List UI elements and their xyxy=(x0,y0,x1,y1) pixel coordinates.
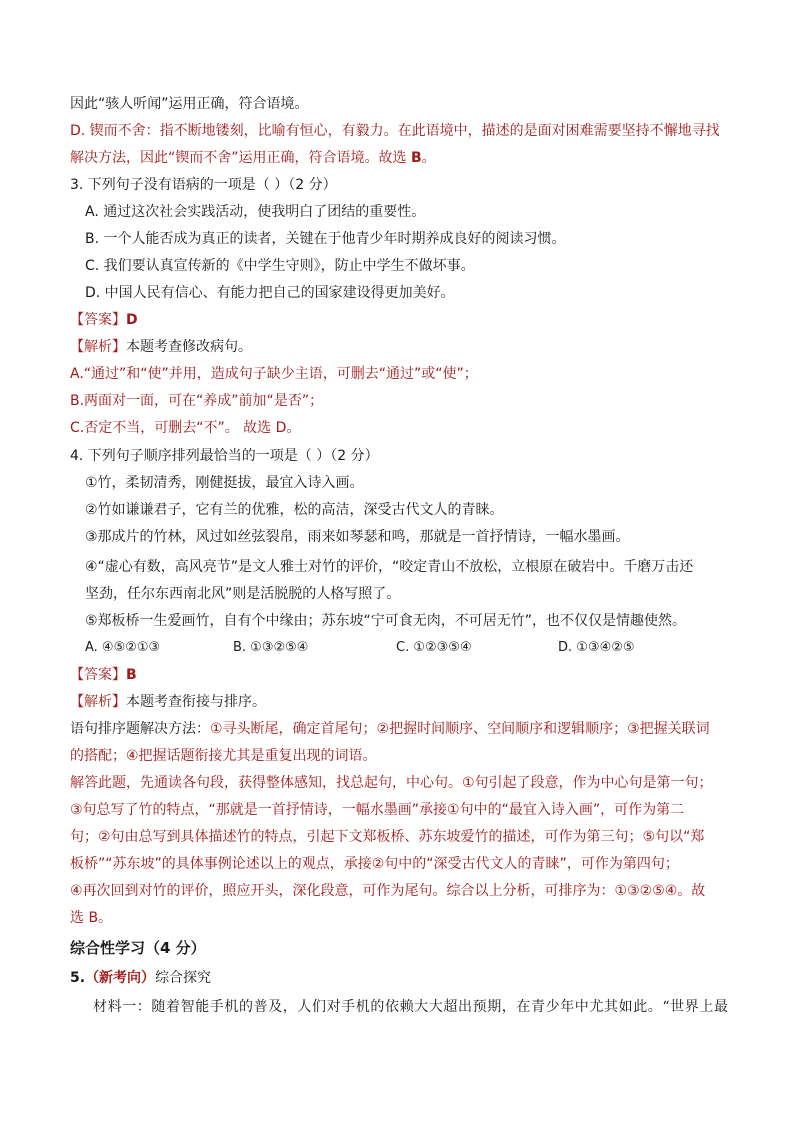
question-3-option-d: D. 中国人民有信心、有能力把自己的国家建设得更加美好。 xyxy=(85,285,455,301)
text-line: D. 锲而不舍：指不断地镂刻，比喻有恒心，有毅力。在此语境中，描述的是面对困难需要坚持不懈地寻找 xyxy=(70,123,720,139)
text-line: 的搭配；④把握话题衔接尤其是重复出现的词语。 xyxy=(70,748,377,764)
question-3-option-a: A. 通过这次社会实践活动，使我明白了团结的重要性。 xyxy=(85,204,426,220)
text-line: 语句排序题解决方法：①寻头断尾，确定首尾句；②把握时间顺序、空间顺序和逻辑顺序；③把握关联词 xyxy=(70,721,710,737)
question-3-answer: 【答案】D xyxy=(70,312,138,328)
question-4-option-d: D. ①③④②⑤ xyxy=(558,640,635,655)
text-line: 坚劲，任尔东西南北风”则是活脱脱的人格写照了。 xyxy=(85,586,401,602)
text-line: 句；②句由总写到具体描述竹的特点，引起下文郑板桥、苏东坡爱竹的描述，可作为第三句；⑤句以“郑 xyxy=(70,829,705,845)
question-3-option-b: B. 一个人能否成为真正的读者，关键在于他青少年时期养成良好的阅读习惯。 xyxy=(85,231,566,247)
question-4-answer: 【答案】B xyxy=(70,667,137,683)
question-4-option-c: C. ①②③⑤④ xyxy=(396,640,472,655)
material-1-text: 材料一：随着智能手机的普及，人们对手机的依赖大大超出预期，在青少年中尤其如此。“世界上最 xyxy=(93,999,729,1015)
text-line: 解答此题，先通读各句段，获得整体感知，找总起句，中心句。①句引起了段意，作为中心句是第一句； xyxy=(70,775,713,791)
question-4-sentence-5: ⑤郑板桥一生爱画竹，自有个中缘由；苏东坡“宁可食无肉，不可居无竹”，也不仅仅是情趣使然。 xyxy=(85,613,687,629)
text-line: 板桥”“苏东坡”的具体事例论述以上的观点，承接②句中的“深受古代文人的青睐”，可作为第四句； xyxy=(70,856,679,872)
question-4-sentence-1: ①竹，柔韧清秀，刚健挺拔，最宜入诗入画。 xyxy=(85,475,364,491)
question-4-stem: 4. 下列句子顺序排列最恰当的一项是（ ）（2 分） xyxy=(70,448,379,464)
new-trend-tag: （新考向） xyxy=(85,970,156,986)
text-line: ④再次回到对竹的评价，照应开头，深化段意，可作为尾句。综合以上分析，可排序为：①③②⑤④。故 xyxy=(70,883,706,899)
text-line: C.否定不当，可删去“不”。 故选 D。 xyxy=(70,420,301,436)
question-3-stem: 3. 下列句子没有语病的一项是（ ）（2 分） xyxy=(70,177,337,193)
text-line: 选 B。 xyxy=(70,910,113,926)
section-heading: 综合性学习（4 分） xyxy=(70,939,206,957)
text-line: ③句总写了竹的特点，“那就是一首抒情诗，一幅水墨画”承接①句中的“最宜入诗入画”，可作为第二 xyxy=(70,802,685,818)
question-4-sentence-2: ②竹如谦谦君子，它有兰的优雅，松的高洁，深受古代文人的青睐。 xyxy=(85,502,504,518)
question-4-explanation-label: 【解析】本题考查衔接与排序。 xyxy=(70,694,266,710)
text-line: B.两面对一面，可在“养成”前加“是否”； xyxy=(70,393,324,409)
text-line: A.“通过”和“使”并用，造成句子缺少主语，可删去“通过”或“使”； xyxy=(70,366,478,382)
question-5-stem: 5.（新考向）综合探究 xyxy=(70,970,212,986)
question-4-sentence-4: ④“虚心有数，高风亮节”是文人雅士对竹的评价，“咬定青山不放松，立根原在破岩中。千磨万击还 xyxy=(85,559,694,575)
question-3-explanation-label: 【解析】本题考查修改病句。 xyxy=(70,339,252,355)
text-line: 解决方法，因此“锲而不舍”运用正确，符合语境。故选 B。 xyxy=(70,150,436,166)
question-4-option-b: B. ①③②⑤④ xyxy=(233,640,309,655)
question-4-sentence-3: ③那成片的竹林，风过如丝弦裂帛，雨来如琴瑟和鸣，那就是一首抒情诗，一幅水墨画。 xyxy=(85,529,630,545)
text-line: 因此“骇人听闻”运用正确，符合语境。 xyxy=(70,96,309,112)
question-3-option-c: C. 我们要认真宣传新的《中学生守则》，防止中学生不做坏事。 xyxy=(85,258,475,274)
question-4-option-a: A. ④⑤②①③ xyxy=(85,640,161,655)
